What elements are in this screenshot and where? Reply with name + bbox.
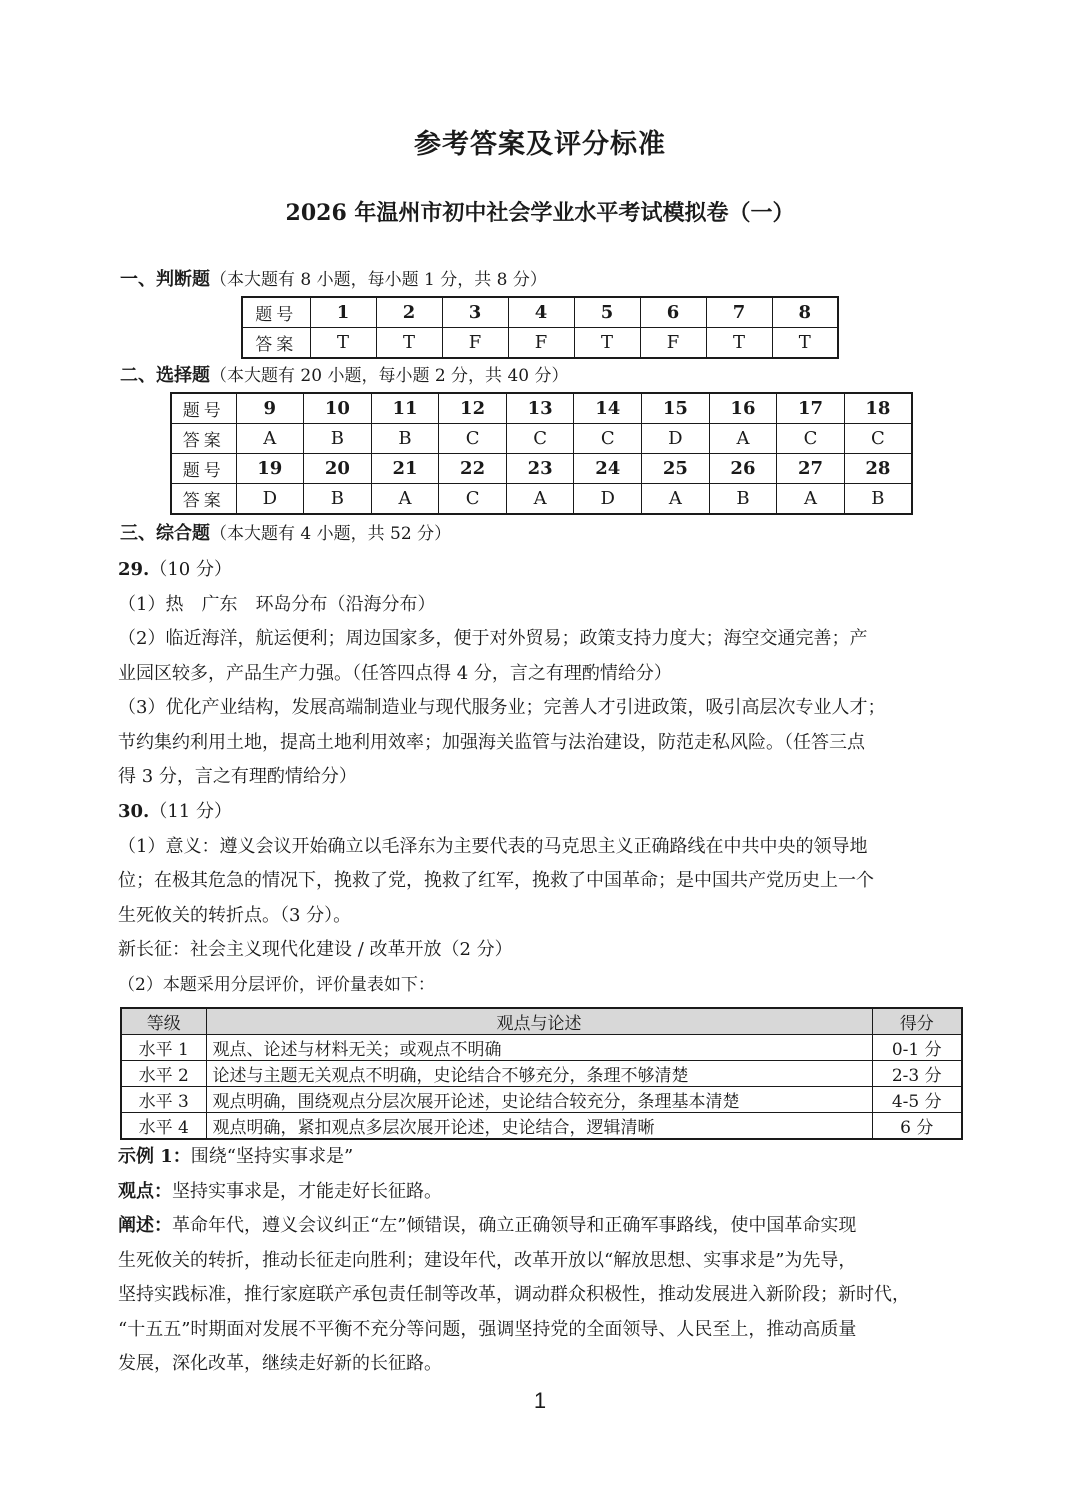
question-number: 6: [640, 297, 706, 328]
elaboration-line: 发展，深化改革，继续走好新的长征路。: [118, 1353, 442, 1374]
answer-cell: A: [371, 484, 439, 515]
page-subtitle: 2026 年温州市初中社会学业水平考试模拟卷（一）: [285, 200, 795, 226]
section3-title: 三、综合题: [120, 523, 210, 544]
level-cell: 水平 1: [121, 1035, 206, 1061]
table-row: [121, 1061, 962, 1087]
elaboration-label: 阐述：: [118, 1215, 172, 1236]
answer-cell: A: [236, 424, 304, 454]
answer-cell: C: [439, 484, 507, 515]
question-number: 14: [574, 393, 642, 424]
answer-cell: C: [506, 424, 574, 454]
elaboration-line: 生死攸关的转折，推动长征走向胜利；建设年代，改革开放以“解放思想、实事求是”为先导，: [118, 1249, 857, 1271]
table-row: [171, 454, 912, 484]
answer-cell: B: [304, 484, 372, 515]
answer-line: （1）意义：遵义会议开始确立以毛泽东为主要代表的马克思主义正确路线在中共中央的领导地: [118, 835, 868, 857]
table-row: [242, 297, 838, 328]
table-row: [171, 424, 912, 454]
table-row: [171, 484, 912, 515]
elaboration-line: “十五五”时期面对发展不平衡不充分等问题，强调坚持党的全面领导、人民至上，推动高质量: [118, 1318, 857, 1340]
question-number: 21: [371, 454, 439, 484]
question-number: 16: [709, 393, 777, 424]
answer-line: 生死攸关的转折点。（3 分）。: [118, 904, 352, 926]
answer-cell: A: [506, 484, 574, 515]
answer-line: 得 3 分，言之有理酌情给分）: [118, 766, 357, 787]
table-row: [171, 393, 912, 424]
question-number: 2: [376, 297, 442, 328]
table-row: [121, 1113, 962, 1140]
question-number: 29.: [118, 559, 150, 580]
view-text: 坚持实事求是，才能走好长征路。: [172, 1180, 442, 1202]
description-cell: 观点明确，紧扣观点多层次展开论述，史论结合，逻辑清晰: [206, 1113, 872, 1140]
question-score: （10 分）: [149, 559, 232, 580]
question-number: 22: [439, 454, 507, 484]
question-number: 1: [310, 297, 376, 328]
question-score: （11 分）: [149, 801, 232, 822]
answer-line: （2）临近海洋，航运便利；周边国家多，便于对外贸易；政策支持力度大；海空交通完善；产: [118, 628, 868, 649]
section2-note: （本大题有 20 小题，每小题 2 分，共 40 分）: [210, 366, 569, 386]
row-label: 答案: [171, 424, 236, 454]
view-line: [118, 1175, 963, 1210]
question-29-header: [118, 553, 963, 588]
view-label: 观点：: [118, 1180, 172, 1202]
answer-cell: T: [706, 328, 772, 359]
answer-cell: F: [640, 328, 706, 359]
question-number: 9: [236, 393, 304, 424]
question-number: 7: [706, 297, 772, 328]
answer-line: （3）优化产业结构，发展高端制造业与现代服务业；完善人才引进政策，吸引高层次专业人才；: [118, 697, 886, 718]
answer-cell: T: [376, 328, 442, 359]
question-number: 24: [574, 454, 642, 484]
question-number: 28: [844, 454, 912, 484]
question-number: 26: [709, 454, 777, 484]
question-number: 15: [642, 393, 710, 424]
question-number: 10: [304, 393, 372, 424]
answer-cell: C: [777, 424, 845, 454]
question-number: 30.: [118, 801, 150, 822]
row-label: 题号: [171, 454, 236, 484]
score-cell: 0-1 分: [872, 1035, 962, 1061]
question-number: 12: [439, 393, 507, 424]
answer-cell: B: [844, 484, 912, 515]
section1-title: 一、判断题: [120, 269, 210, 290]
answer-cell: F: [508, 328, 574, 359]
answer-cell: B: [371, 424, 439, 454]
question-number: 27: [777, 454, 845, 484]
table-header-row: [121, 1008, 962, 1035]
answer-cell: T: [574, 328, 640, 359]
level-cell: 水平 4: [121, 1113, 206, 1140]
answer-cell: A: [642, 484, 710, 515]
table-row: [242, 328, 838, 359]
question-number: 13: [506, 393, 574, 424]
score-cell: 2-3 分: [872, 1061, 962, 1087]
table-row: [121, 1087, 962, 1113]
question-number: 18: [844, 393, 912, 424]
evaluation-level-table: [120, 1007, 963, 1140]
answer-cell: A: [709, 424, 777, 454]
question-number: 11: [371, 393, 439, 424]
example-label: 示例 1：: [118, 1146, 191, 1167]
question-number: 5: [574, 297, 640, 328]
question-number: 17: [777, 393, 845, 424]
table-row: [121, 1035, 962, 1061]
description-cell: 观点、论述与材料无关；或观点不明确: [206, 1035, 872, 1061]
row-label: 答案: [242, 328, 310, 359]
question-30-header: [118, 795, 963, 830]
description-cell: 论述与主题无关观点不明确，史论结合不够充分，条理不够清楚: [206, 1061, 872, 1087]
answer-cell: C: [439, 424, 507, 454]
answer-cell: B: [304, 424, 372, 454]
section2-title: 二、选择题: [120, 365, 210, 386]
answer-line: 位；在极其危急的情况下，挽救了党，挽救了红军，挽救了中国革命；是中国共产党历史上一个: [118, 870, 874, 891]
answer-line: 业园区较多，产品生产力强。（任答四点得 4 分，言之有理酌情给分）: [118, 662, 672, 684]
answer-cell: B: [709, 484, 777, 515]
elaboration-line: 坚持实践标准，推行家庭联产承包责任制等改革，调动群众积极性，推动发展进入新阶段；新时代，: [118, 1284, 910, 1305]
answer-line: 节约集约利用土地，提高土地利用效率；加强海关监管与法治建设，防范走私风险。（任答三点: [118, 731, 865, 753]
answer-line: 新长征：社会主义现代化建设 / 改革开放（2 分）: [118, 939, 513, 960]
question-number: 3: [442, 297, 508, 328]
question-number: 23: [506, 454, 574, 484]
answer-cell: D: [642, 424, 710, 454]
answer-cell: C: [844, 424, 912, 454]
example-line: [118, 1140, 963, 1175]
answer-cell: T: [772, 328, 838, 359]
page-number: 1: [533, 1388, 547, 1413]
level-cell: 水平 3: [121, 1087, 206, 1113]
example-text: 围绕“坚持实事求是”: [190, 1146, 354, 1167]
question-29: [118, 553, 963, 795]
section2-heading: [120, 364, 569, 388]
elaboration-line: [118, 1209, 963, 1244]
question-number: 19: [236, 454, 304, 484]
question-number: 20: [304, 454, 372, 484]
answer-line: （2）本题采用分层评价，评价量表如下：: [118, 974, 435, 995]
true-false-answer-table: [241, 296, 839, 359]
section3-note: （本大题有 4 小题，共 52 分）: [210, 524, 452, 544]
row-label: 题号: [171, 393, 236, 424]
example-answer: [118, 1140, 963, 1382]
answer-cell: D: [236, 484, 304, 515]
level-cell: 水平 2: [121, 1061, 206, 1087]
row-label: 答案: [171, 484, 236, 515]
answer-cell: D: [574, 484, 642, 515]
question-number: 8: [772, 297, 838, 328]
question-number: 25: [642, 454, 710, 484]
answer-line: （1）热 广东 环岛分布（沿海分布）: [118, 593, 436, 615]
answer-cell: T: [310, 328, 376, 359]
choice-answer-table: [170, 392, 913, 515]
description-cell: 观点明确，围绕观点分层次展开论述，史论结合较充分，条理基本清楚: [206, 1087, 872, 1113]
score-cell: 6 分: [872, 1113, 962, 1140]
row-label: 题号: [242, 297, 310, 328]
column-header: 观点与论述: [206, 1008, 872, 1035]
answer-cell: A: [777, 484, 845, 515]
answer-cell: F: [442, 328, 508, 359]
section3-heading: [120, 522, 451, 546]
column-header: 等级: [121, 1008, 206, 1035]
question-30: [118, 795, 963, 1002]
section1-note: （本大题有 8 小题，每小题 1 分，共 8 分）: [210, 270, 547, 290]
elaboration-text: 革命年代，遵义会议纠正“左”倾错误，确立正确领导和正确军事路线，使中国革命实现: [172, 1215, 857, 1236]
question-number: 4: [508, 297, 574, 328]
column-header: 得分: [872, 1008, 962, 1035]
score-cell: 4-5 分: [872, 1087, 962, 1113]
answer-cell: C: [574, 424, 642, 454]
section1-heading: [120, 268, 547, 292]
page-title: 参考答案及评分标准: [414, 129, 666, 160]
